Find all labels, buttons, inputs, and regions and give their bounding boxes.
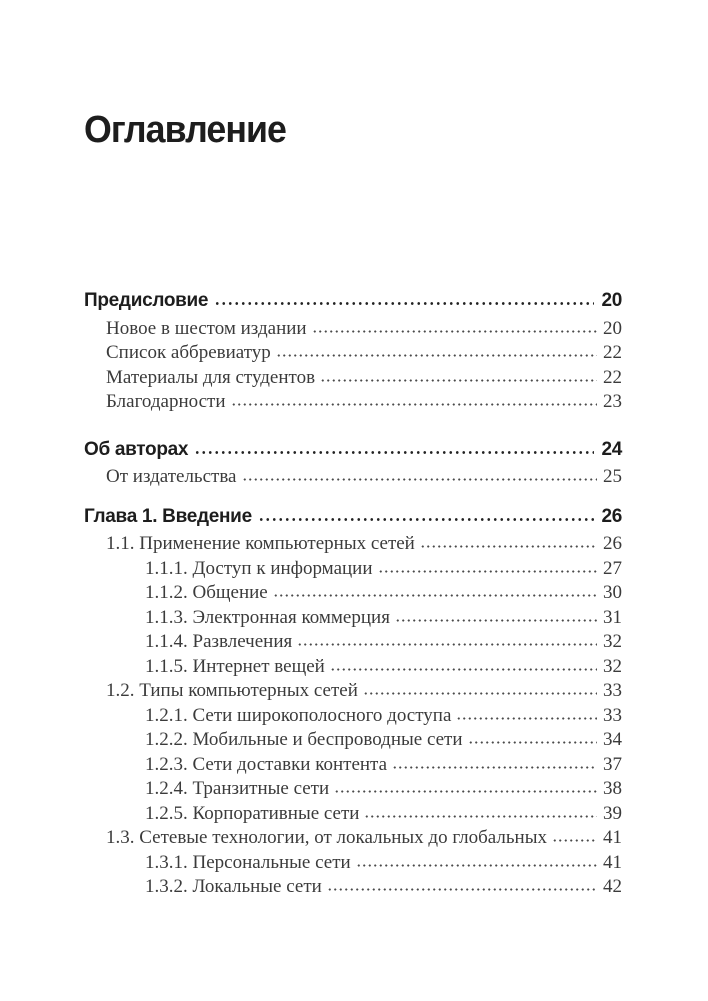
toc-group-chapter1 — [84, 505, 622, 900]
toc-entry-row — [84, 777, 622, 802]
toc-chapter-row — [84, 505, 622, 530]
toc-entry-label: 1.1.3. Электронная коммерция — [145, 606, 390, 628]
toc-entry-label: От издательства — [106, 466, 237, 487]
toc-group-preface — [84, 289, 622, 415]
dot-leader — [258, 517, 595, 522]
toc-entry-label: Благодарности — [106, 391, 226, 412]
toc-entry-row — [84, 557, 622, 582]
toc-chapter-page: 26 — [601, 505, 622, 527]
toc-entry-page: 30 — [603, 582, 622, 603]
toc-entry-page: 31 — [603, 606, 622, 628]
dot-leader — [327, 887, 597, 892]
dot-leader — [552, 838, 597, 843]
toc-entry-row — [84, 606, 622, 631]
toc-entry-page: 22 — [603, 342, 622, 363]
toc-entry-page: 38 — [603, 778, 622, 799]
dot-leader — [468, 740, 597, 745]
dot-leader — [392, 765, 597, 770]
dot-leader — [364, 814, 597, 819]
toc-entry-row — [84, 630, 622, 655]
toc-entry-label: 1.2.5. Корпоративные сети — [145, 802, 360, 824]
toc-entry-label: 1.1.5. Интернет вещей — [145, 655, 325, 677]
toc-entry-row — [84, 390, 622, 415]
toc-chapter-row — [84, 438, 622, 463]
dot-leader — [312, 329, 597, 334]
toc-entry-row — [84, 532, 622, 557]
dot-leader — [242, 477, 598, 482]
toc-entry-label: 1.2. Типы компьютерных сетей — [106, 680, 358, 701]
toc-entry-label: Новое в шестом издании — [106, 317, 307, 339]
toc-entry-page: 34 — [603, 729, 622, 750]
dot-leader — [363, 691, 597, 696]
dot-leader — [231, 402, 598, 407]
dot-leader — [214, 301, 594, 306]
toc-entry-row — [84, 655, 622, 680]
page-title: Оглавление — [84, 109, 286, 151]
toc-entry-label: 1.2.2. Мобильные и беспроводные сети — [145, 729, 463, 750]
dot-leader — [334, 789, 597, 794]
toc-entry-label: 1.3. Сетевые технологии, от локальных до глобальных — [106, 827, 547, 848]
dot-leader — [297, 642, 597, 647]
toc-entry-row — [84, 465, 622, 490]
toc-entry-page: 25 — [603, 466, 622, 487]
dot-leader — [378, 569, 597, 574]
toc-entry-row — [84, 317, 622, 342]
toc-entry-row — [84, 826, 622, 851]
toc-entry-label: 1.3.1. Персональные сети — [145, 851, 351, 873]
toc-entry-label: 1.1.1. Доступ к информации — [145, 557, 373, 579]
dot-leader — [420, 544, 597, 549]
dot-leader — [273, 593, 597, 598]
toc-entry-row — [84, 679, 622, 704]
toc-entry-row — [84, 581, 622, 606]
toc-entry-label: 1.3.2. Локальные сети — [145, 876, 322, 897]
dot-leader — [456, 716, 597, 721]
toc-entry-label: 1.2.1. Сети широкополосного доступа — [145, 704, 452, 726]
toc-entry-row — [84, 851, 622, 876]
toc-entry-page: 39 — [603, 802, 622, 824]
toc-entry-page: 41 — [603, 851, 622, 873]
toc-entry-page: 33 — [603, 680, 622, 701]
dot-leader — [330, 667, 597, 672]
toc-entry-page: 20 — [603, 317, 622, 339]
toc-entry-page: 37 — [603, 753, 622, 775]
toc-entry-label: 1.2.3. Сети доставки контента — [145, 753, 388, 775]
toc-entry-row — [84, 802, 622, 827]
dot-leader — [356, 863, 597, 868]
toc-entry-page: 41 — [603, 827, 622, 848]
toc-group-authors — [84, 438, 622, 490]
toc-entry-label: 1.1.2. Общение — [145, 582, 268, 603]
dot-leader — [194, 450, 594, 455]
toc-entry-page: 33 — [603, 704, 622, 726]
toc-entry-page: 32 — [603, 631, 622, 652]
toc-chapter-page: 24 — [601, 438, 622, 460]
toc-entry-row — [84, 753, 622, 778]
toc-entry-page: 42 — [603, 876, 622, 897]
toc-content — [84, 0, 622, 900]
dot-leader — [320, 378, 597, 383]
toc-entry-row — [84, 366, 622, 391]
toc-entry-page: 26 — [603, 533, 622, 554]
toc-entry-label: 1.1. Применение компьютерных сетей — [106, 533, 415, 554]
toc-entry-label: Материалы для студентов — [106, 366, 316, 388]
toc-entry-label: 1.1.4. Развлечения — [145, 631, 293, 652]
toc-entry-label: 1.2.4. Транзитные сети — [145, 778, 330, 799]
toc-chapter-label: Предисловие — [84, 290, 209, 311]
dot-leader — [276, 353, 597, 358]
toc-entry-page: 23 — [603, 391, 622, 412]
toc-entry-row — [84, 875, 622, 900]
toc-entry-label: Список аббревиатур — [106, 342, 271, 363]
toc-entry-page: 27 — [603, 557, 622, 579]
toc-chapter-label: Глава 1. Введение — [84, 505, 252, 527]
toc-entry-page: 32 — [603, 655, 622, 677]
dot-leader — [395, 618, 597, 623]
toc-chapter-label: Об авторах — [84, 438, 189, 460]
toc-chapter-page: 20 — [601, 290, 622, 311]
toc-entry-page: 22 — [603, 366, 622, 388]
toc-entry-row — [84, 704, 622, 729]
toc-chapter-row — [84, 289, 622, 314]
toc-entry-row — [84, 728, 622, 753]
toc-entry-row — [84, 341, 622, 366]
